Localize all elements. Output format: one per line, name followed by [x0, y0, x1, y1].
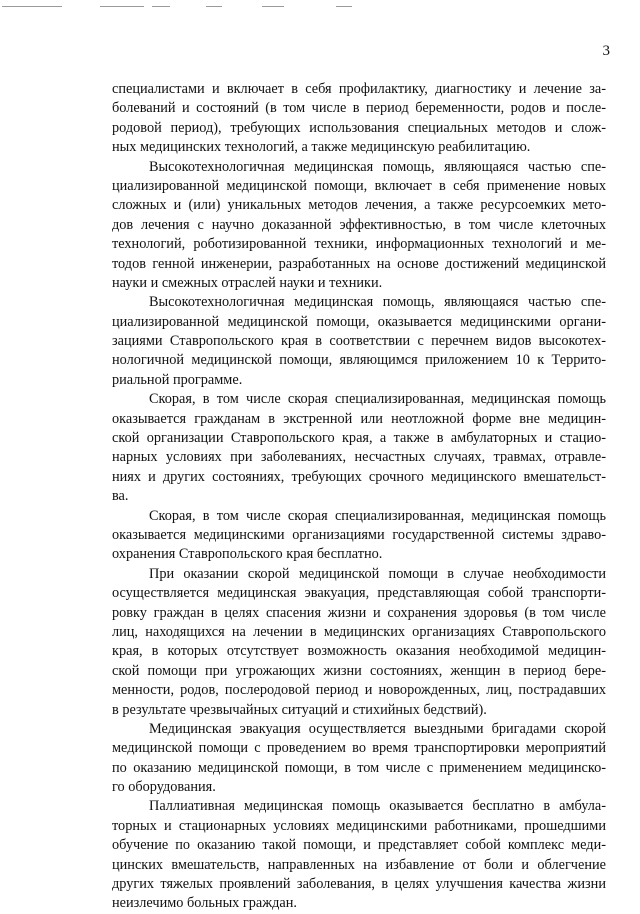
text-line: зациями Ставропольского края в соответствии с перечнем видов высокотех- [112, 333, 606, 350]
text-line: го оборудования. [112, 779, 216, 796]
text-line: ской организации Ставропольского края, а также в амбулаторных и стацио- [112, 430, 606, 447]
text-line: края, в которых отсутствует возможность оказания необходимой медицин- [112, 643, 606, 660]
text-line: Высокотехнологичная медицинская помощь, являющаяся частью спе- [149, 158, 606, 175]
text-line: медицинской помощи с проведением во время транспортировки мероприятий [112, 740, 606, 757]
scan-mark [2, 6, 62, 7]
text-line: оказывается медицинскими организациями государственной системы здраво- [112, 526, 606, 543]
text-line: цинских вмешательств, направленных на избавление от боли и облегчение [112, 856, 606, 873]
text-line: оказывается гражданам в экстренной или неотложной форме вне медицин- [112, 410, 606, 427]
text-line: менности, родов, послеродовой период и новорожденных, лиц, пострадавших [112, 682, 606, 699]
text-line: Скорая, в том числе скорая специализированная, медицинская помощь [149, 507, 606, 524]
text-line: обучение по оказанию такой помощи, и представляет собой комплекс меди- [112, 837, 606, 854]
paragraph [112, 720, 606, 798]
page-number: 3 [602, 43, 610, 59]
text-line: технологий, роботизированной техники, информационных технологий и ме- [112, 236, 606, 253]
text-line: тодов генной инженерии, разработанных на основе достижений медицинской [112, 255, 606, 272]
text-line: При оказании скорой медицинской помощи в случае необходимости [149, 565, 606, 582]
paragraph [112, 293, 606, 390]
text-line: по оказанию медицинской помощи, в том числе с применением медицинско- [112, 759, 606, 776]
paragraph [112, 507, 606, 565]
text-line: нарных условиях при заболеваниях, несчастных случаях, травмах, отравле- [112, 449, 606, 466]
text-line: в результате чрезвычайных ситуаций и стихийных бедствий). [112, 701, 487, 718]
scan-mark [206, 6, 222, 7]
text-line: Медицинская эвакуация осуществляется выездными бригадами скорой [149, 720, 606, 737]
paragraph [112, 158, 606, 294]
scan-mark [336, 6, 352, 7]
text-line: науки и смежных отраслей науки и техники. [112, 274, 383, 291]
paragraph [112, 565, 606, 720]
text-line: Высокотехнологичная медицинская помощь, являющаяся частью спе- [149, 294, 606, 311]
text-line: осуществляется медицинская эвакуация, представляющая собой транспорти- [112, 585, 606, 602]
text-line: ных медицинских технологий, а также медицинскую реабилитацию. [112, 139, 531, 156]
text-line: родовой период), требующих использования специальных методов и слож- [112, 119, 606, 136]
text-line: неизлечимо больных граждан. [112, 895, 297, 912]
text-line: охранения Ставропольского края бесплатно. [112, 546, 383, 563]
text-line: лиц, находящихся на лечении в медицинских организациях Ставропольского [112, 623, 606, 640]
paragraph [112, 797, 606, 913]
text-line: риальной программе. [112, 371, 243, 388]
text-line: циализированной медицинской помощи, включает в себя применение новых [112, 177, 606, 194]
text-line: других тяжелых проявлений заболевания, в целях улучшения качества жизни [112, 876, 606, 893]
text-line: ниях и других состояниях, требующих срочного медицинского вмешательст- [112, 468, 606, 485]
text-line: сложных и (или) уникальных методов лечения, а также ресурсоемких мето- [112, 197, 606, 214]
text-line: специалистами и включает в себя профилактику, диагностику и лечение за- [112, 81, 606, 97]
paragraph [112, 80, 606, 158]
paragraph [112, 390, 606, 506]
text-line: нологичной медицинской помощи, являющимся приложением 10 к Террито- [112, 352, 606, 369]
text-line: торных и стационарных условиях медицинскими работниками, прошедшими [112, 817, 606, 834]
text-line: Паллиативная медицинская помощь оказывается бесплатно в амбула- [149, 798, 606, 815]
text-line: ва. [112, 488, 129, 505]
text-line: Скорая, в том числе скорая специализированная, медицинская помощь [149, 391, 606, 408]
scan-artifact-marks [0, 0, 640, 12]
text-line: дов лечения с научно доказанной эффективностью, в том числе клеточных [112, 216, 606, 233]
scan-mark [262, 6, 284, 7]
document-body [112, 80, 606, 914]
scan-mark [152, 6, 170, 7]
text-line: циализированной медицинской помощи, оказывается медицинскими органи- [112, 313, 606, 330]
text-line: ской помощи при угрожающих жизни состояниях, женщин в период бере- [112, 662, 606, 679]
text-line: ровку граждан в целях спасения жизни и сохранения здоровья (в том числе [112, 604, 606, 621]
scan-mark [100, 6, 144, 7]
text-line: болеваний и состояний (в том числе в период беременности, родов и после- [112, 100, 606, 117]
